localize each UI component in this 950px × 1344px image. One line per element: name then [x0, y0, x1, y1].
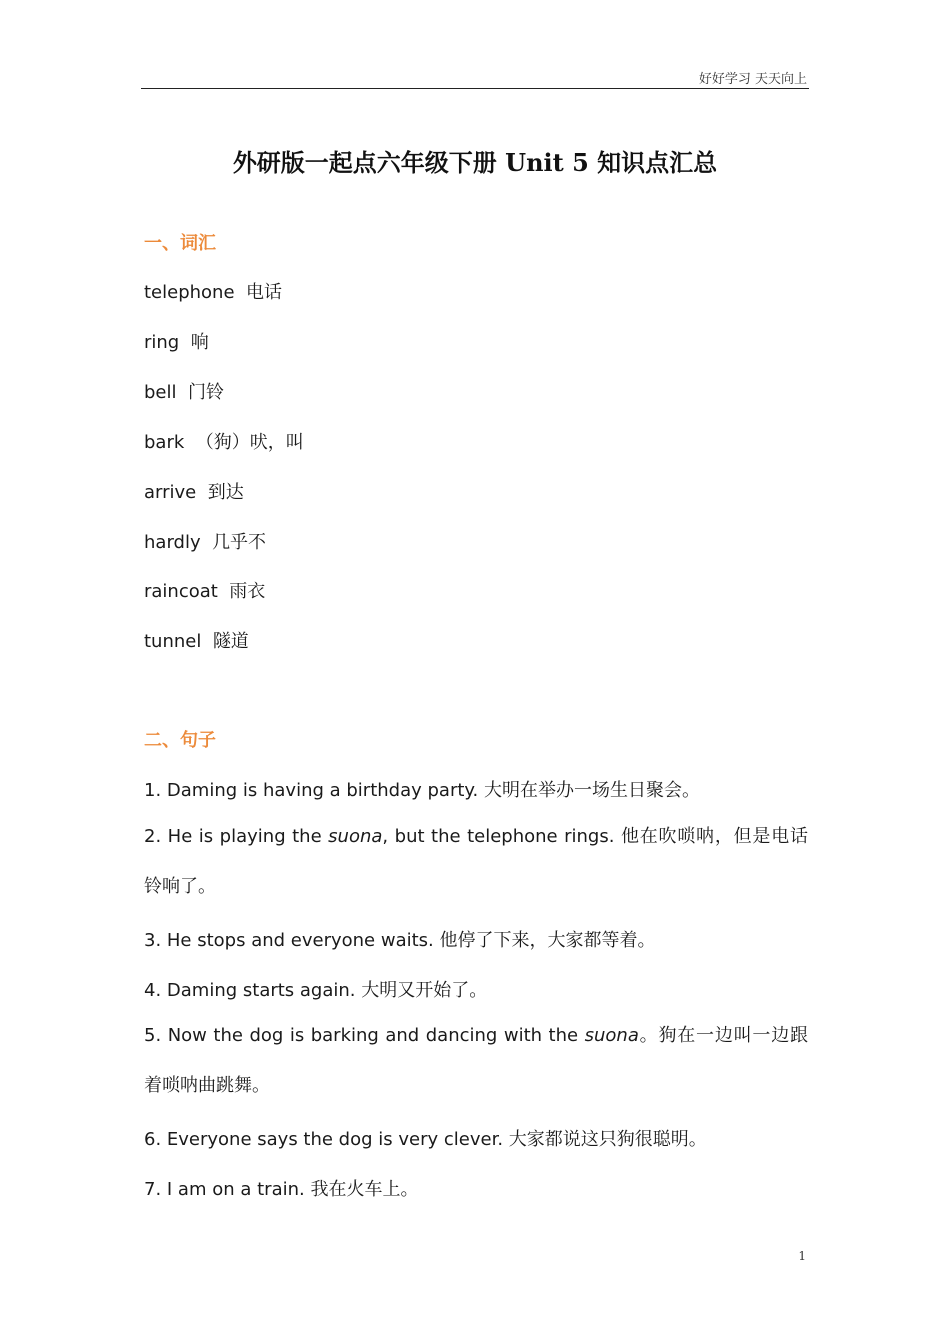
sentence-item — [144, 812, 808, 912]
sentence-item — [144, 1011, 808, 1111]
vocab-item — [144, 627, 249, 653]
sentence-text: 7. I am on a train. 我在火车上。 — [144, 1179, 419, 1200]
page-number: 1 — [798, 1249, 806, 1263]
sentence-text: 6. Everyone says the dog is very clever. 大家都说这只狗很聪明。 — [144, 1129, 707, 1150]
vocab-item — [144, 577, 265, 603]
vocabulary-heading: 一、词汇 — [144, 233, 216, 254]
sentence-item — [144, 1175, 418, 1201]
document-title: 外研版一起点六年级下册 Unit 5 知识点汇总 — [232, 148, 718, 177]
vocab-meaning: 响 — [190, 332, 209, 353]
vocab-word: bark — [144, 432, 185, 453]
vocab-item — [144, 478, 244, 504]
vocab-word: ring — [144, 332, 180, 353]
vocab-meaning: （狗）吠，叫 — [195, 432, 304, 453]
sentence-item — [144, 776, 700, 802]
vocab-word: telephone — [144, 282, 235, 303]
sentence-text: 3. He stops and everyone waits. 他停了下来，大家都等着。 — [144, 930, 656, 951]
vocab-item — [144, 528, 266, 554]
header-motto: 好好学习 天天向上 — [698, 72, 807, 87]
sentence-italic-term: suona — [328, 826, 383, 847]
sentence-text: 2. He is playing the — [144, 826, 329, 847]
vocab-item — [144, 378, 224, 404]
sentence-text: 5. Now the dog is barking and dancing with the — [144, 1025, 585, 1046]
vocab-meaning: 门铃 — [187, 382, 224, 403]
vocab-meaning: 几乎不 — [212, 532, 267, 553]
vocab-item — [144, 328, 209, 354]
sentence-italic-term: suona — [584, 1025, 639, 1046]
sentence-text: 。狗在一边叫一边跟着唢呐曲跳舞。 — [144, 1025, 808, 1096]
sentence-item — [144, 976, 487, 1002]
vocab-word: hardly — [144, 532, 201, 553]
vocab-item — [144, 278, 282, 304]
vocab-meaning: 到达 — [207, 482, 244, 503]
sentence-item — [144, 926, 656, 952]
vocab-item — [144, 428, 304, 454]
header-divider — [141, 88, 809, 89]
vocab-word: raincoat — [144, 581, 218, 602]
vocab-word: arrive — [144, 482, 197, 503]
vocab-word: bell — [144, 382, 177, 403]
vocab-word: tunnel — [144, 631, 202, 652]
sentence-text: 1. Daming is having a birthday party. 大明在举办一场生日聚会。 — [144, 780, 700, 801]
vocab-meaning: 电话 — [246, 282, 282, 303]
sentences-heading: 二、句子 — [144, 730, 216, 751]
vocab-meaning: 隧道 — [212, 631, 249, 652]
sentence-item — [144, 1125, 707, 1151]
sentence-text: 4. Daming starts again. 大明又开始了。 — [144, 980, 488, 1001]
vocab-meaning: 雨衣 — [229, 581, 266, 602]
sentence-text: , but the telephone rings. 他在吹唢呐，但是电话铃响了。 — [144, 826, 808, 897]
